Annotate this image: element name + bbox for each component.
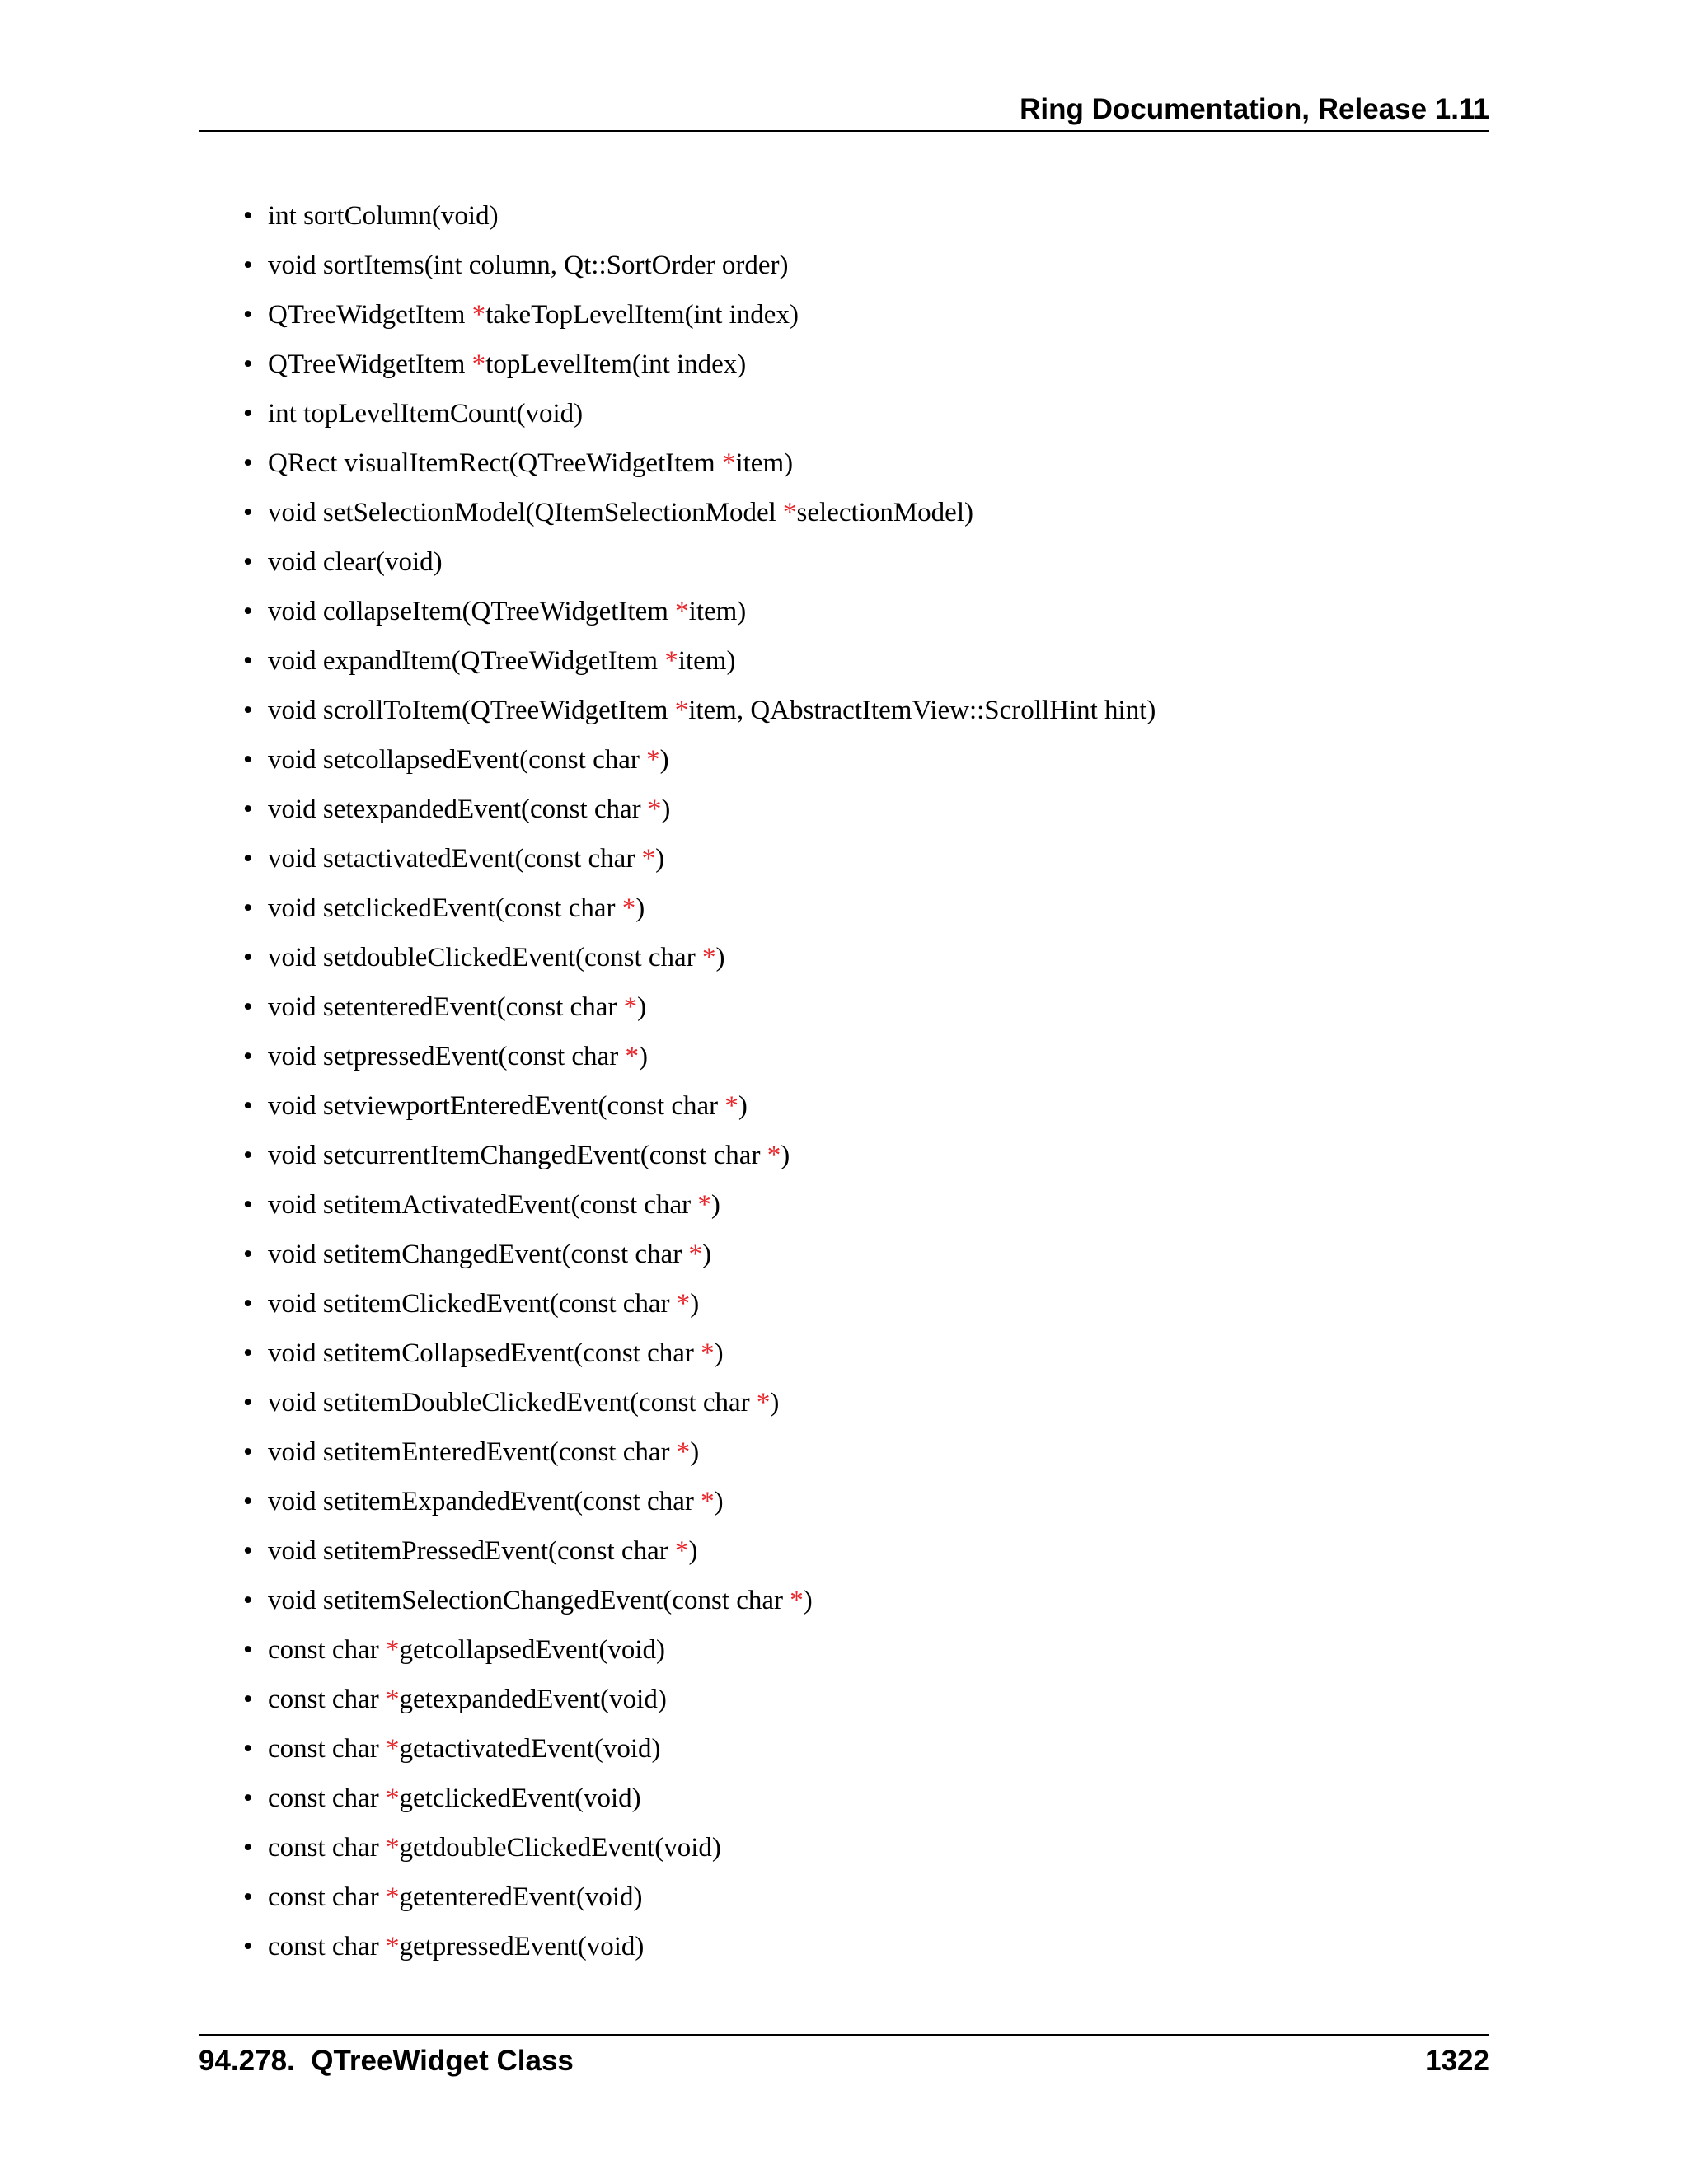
method-text-rest: )	[635, 893, 645, 923]
bullet-icon: •	[243, 1240, 253, 1269]
pointer-asterisk: *	[646, 745, 660, 775]
pointer-asterisk: *	[756, 1388, 771, 1418]
bullet-icon: •	[243, 1586, 253, 1615]
bullet-icon: •	[243, 1338, 253, 1368]
bullet-icon: •	[243, 794, 253, 824]
list-item	[243, 641, 1156, 691]
method-text-rest: )	[738, 1091, 748, 1121]
bullet-icon: •	[243, 844, 253, 874]
bullet-icon: •	[243, 300, 253, 330]
method-text: void setviewportEnteredEvent(const char	[268, 1091, 725, 1121]
method-text-rest: item)	[735, 448, 794, 478]
method-text: void setactivatedEvent(const char	[268, 844, 642, 874]
pointer-asterisk: *	[676, 1437, 691, 1467]
method-text: void setSelectionModel(QItemSelectionModel	[268, 498, 784, 527]
method-text: void scrollToItem(QTreeWidgetItem	[268, 696, 675, 725]
list-item	[243, 1680, 1156, 1729]
method-list	[243, 196, 1156, 1976]
method-text-rest: getdoubleClickedEvent(void)	[399, 1833, 721, 1863]
pointer-asterisk: *	[647, 794, 662, 824]
method-text: void setpressedEvent(const char	[268, 1042, 626, 1071]
list-item	[243, 1729, 1156, 1779]
bullet-icon: •	[243, 1536, 253, 1566]
page-number: 1322	[1425, 2045, 1489, 2077]
list-item	[243, 1877, 1156, 1927]
pointer-asterisk: *	[701, 1338, 715, 1368]
bullet-icon: •	[243, 1783, 253, 1813]
method-text-rest: item)	[678, 646, 736, 676]
list-item	[243, 295, 1156, 344]
method-text: void setitemPressedEvent(const char	[268, 1536, 675, 1566]
pointer-asterisk: *	[385, 1932, 400, 1961]
method-text: void setclickedEvent(const char	[268, 893, 622, 923]
method-text: int topLevelItemCount(void)	[268, 399, 584, 429]
method-text-rest: )	[781, 1141, 790, 1170]
method-text: void setitemDoubleClickedEvent(const char	[268, 1388, 757, 1418]
method-text: const char	[268, 1783, 386, 1813]
list-item	[243, 1482, 1156, 1531]
method-text: void setitemExpandedEvent(const char	[268, 1487, 701, 1516]
bullet-icon: •	[243, 1190, 253, 1220]
method-text: void setitemEnteredEvent(const char	[268, 1437, 677, 1467]
list-item	[243, 888, 1156, 938]
pointer-asterisk: *	[701, 943, 716, 972]
method-text: void setitemChangedEvent(const char	[268, 1240, 689, 1269]
bullet-icon: •	[243, 201, 253, 231]
method-text-rest: )	[715, 943, 725, 972]
method-text: int sortColumn(void)	[268, 201, 499, 231]
bullet-icon: •	[243, 597, 253, 626]
bullet-icon: •	[243, 1388, 253, 1418]
bullet-icon: •	[243, 1487, 253, 1516]
method-text-rest: getexpandedEvent(void)	[399, 1685, 667, 1714]
list-item	[243, 1383, 1156, 1432]
bullet-icon: •	[243, 943, 253, 972]
method-text: QRect visualItemRect(QTreeWidgetItem	[268, 448, 722, 478]
list-item	[243, 592, 1156, 641]
pointer-asterisk: *	[385, 1882, 400, 1912]
method-text-rest: )	[714, 1338, 724, 1368]
method-text: const char	[268, 1685, 386, 1714]
list-item	[243, 1185, 1156, 1235]
pointer-asterisk: *	[701, 1487, 715, 1516]
list-item	[243, 1235, 1156, 1284]
pointer-asterisk: *	[783, 498, 797, 527]
list-item	[243, 790, 1156, 839]
method-text-rest: )	[659, 745, 669, 775]
pointer-asterisk: *	[621, 893, 636, 923]
method-text: void setitemCollapsedEvent(const char	[268, 1338, 701, 1368]
method-text-rest: item)	[688, 597, 747, 626]
method-text-rest: getclickedEvent(void)	[399, 1783, 641, 1813]
pointer-asterisk: *	[688, 1240, 702, 1269]
method-text-rest: getenteredEvent(void)	[399, 1882, 643, 1912]
pointer-asterisk: *	[641, 844, 656, 874]
method-text: const char	[268, 1635, 386, 1665]
list-item	[243, 394, 1156, 443]
method-text: void setcollapsedEvent(const char	[268, 745, 647, 775]
list-item	[243, 196, 1156, 246]
page-footer	[199, 2034, 1489, 2085]
bullet-icon: •	[243, 745, 253, 775]
method-text-rest: )	[710, 1190, 720, 1220]
method-text-rest: )	[688, 1536, 698, 1566]
bullet-icon: •	[243, 547, 253, 577]
pointer-asterisk: *	[385, 1783, 400, 1813]
list-item	[243, 542, 1156, 592]
method-text-rest: getcollapsedEvent(void)	[399, 1635, 666, 1665]
bullet-icon: •	[243, 448, 253, 478]
list-item	[243, 740, 1156, 790]
pointer-asterisk: *	[385, 1833, 400, 1863]
method-text: void setexpandedEvent(const char	[268, 794, 648, 824]
method-text-rest: )	[690, 1437, 700, 1467]
bullet-icon: •	[243, 696, 253, 725]
method-text: void setitemActivatedEvent(const char	[268, 1190, 698, 1220]
bullet-icon: •	[243, 251, 253, 280]
method-text: const char	[268, 1882, 386, 1912]
pointer-asterisk: *	[623, 992, 638, 1022]
pointer-asterisk: *	[675, 597, 689, 626]
list-item	[243, 938, 1156, 987]
list-item	[243, 987, 1156, 1037]
method-text-rest: takeTopLevelItem(int index)	[485, 300, 799, 330]
method-text-rest: selectionModel)	[796, 498, 973, 527]
method-text: void expandItem(QTreeWidgetItem	[268, 646, 665, 676]
bullet-icon: •	[243, 1289, 253, 1319]
method-text: void clear(void)	[268, 547, 443, 577]
list-item	[243, 1037, 1156, 1086]
bullet-icon: •	[243, 399, 253, 429]
pointer-asterisk: *	[724, 1091, 738, 1121]
pointer-asterisk: *	[767, 1141, 781, 1170]
bullet-icon: •	[243, 1882, 253, 1912]
method-text: void setcurrentItemChangedEvent(const char	[268, 1141, 767, 1170]
bullet-icon: •	[243, 349, 253, 379]
pointer-asterisk: *	[664, 646, 678, 676]
pointer-asterisk: *	[471, 349, 486, 379]
list-item	[243, 1927, 1156, 1976]
bullet-icon: •	[243, 1437, 253, 1467]
list-item	[243, 246, 1156, 295]
bullet-icon: •	[243, 1141, 253, 1170]
method-text-rest: )	[714, 1487, 724, 1516]
method-text: const char	[268, 1833, 386, 1863]
bullet-icon: •	[243, 1685, 253, 1714]
pointer-asterisk: *	[385, 1635, 400, 1665]
bullet-icon: •	[243, 1932, 253, 1961]
list-item	[243, 1581, 1156, 1630]
method-text-rest: )	[701, 1240, 711, 1269]
method-text: void sortItems(int column, Qt::SortOrder order)	[268, 251, 789, 280]
method-text: void setdoubleClickedEvent(const char	[268, 943, 702, 972]
list-item	[243, 1136, 1156, 1185]
bullet-icon: •	[243, 1635, 253, 1665]
method-text: const char	[268, 1932, 386, 1961]
bullet-icon: •	[243, 893, 253, 923]
pointer-asterisk: *	[790, 1586, 804, 1615]
list-item	[243, 344, 1156, 394]
pointer-asterisk: *	[676, 1289, 691, 1319]
method-text: QTreeWidgetItem	[268, 349, 472, 379]
list-item	[243, 1531, 1156, 1581]
method-text-rest: )	[638, 1042, 648, 1071]
bullet-icon: •	[243, 646, 253, 676]
pointer-asterisk: *	[625, 1042, 639, 1071]
bullet-icon: •	[243, 1734, 253, 1764]
method-text-rest: topLevelItem(int index)	[485, 349, 747, 379]
page-header	[199, 92, 1489, 132]
method-text: void collapseItem(QTreeWidgetItem	[268, 597, 676, 626]
method-text-rest: )	[655, 844, 665, 874]
bullet-icon: •	[243, 992, 253, 1022]
list-item	[243, 1284, 1156, 1333]
method-text: void setenteredEvent(const char	[268, 992, 624, 1022]
method-text: void setitemClickedEvent(const char	[268, 1289, 677, 1319]
list-item	[243, 1779, 1156, 1828]
bullet-icon: •	[243, 1042, 253, 1071]
list-item	[243, 493, 1156, 542]
list-item	[243, 443, 1156, 493]
pointer-asterisk: *	[471, 300, 486, 330]
list-item	[243, 839, 1156, 888]
list-item	[243, 1432, 1156, 1482]
method-text: QTreeWidgetItem	[268, 300, 472, 330]
bullet-icon: •	[243, 498, 253, 527]
document-title: Ring Documentation, Release 1.11	[1020, 93, 1489, 125]
method-text-rest: )	[690, 1289, 700, 1319]
list-item	[243, 1630, 1156, 1680]
method-text-rest: )	[803, 1586, 813, 1615]
pointer-asterisk: *	[385, 1685, 400, 1714]
pointer-asterisk: *	[697, 1190, 711, 1220]
bullet-icon: •	[243, 1091, 253, 1121]
pointer-asterisk: *	[674, 1536, 689, 1566]
method-text: const char	[268, 1734, 386, 1764]
method-text-rest: getactivatedEvent(void)	[399, 1734, 661, 1764]
section-title: 94.278. QTreeWidget Class	[199, 2045, 574, 2077]
list-item	[243, 691, 1156, 740]
method-text-rest: )	[770, 1388, 780, 1418]
pointer-asterisk: *	[674, 696, 689, 725]
list-item	[243, 1333, 1156, 1383]
method-text: void setitemSelectionChangedEvent(const char	[268, 1586, 790, 1615]
pointer-asterisk: *	[721, 448, 736, 478]
method-text-rest: getpressedEvent(void)	[399, 1932, 645, 1961]
method-text-rest: )	[661, 794, 671, 824]
method-text-rest: )	[637, 992, 647, 1022]
list-item	[243, 1828, 1156, 1877]
bullet-icon: •	[243, 1833, 253, 1863]
method-text-rest: item, QAbstractItemView::ScrollHint hint)	[688, 696, 1156, 725]
pointer-asterisk: *	[385, 1734, 400, 1764]
list-item	[243, 1086, 1156, 1136]
